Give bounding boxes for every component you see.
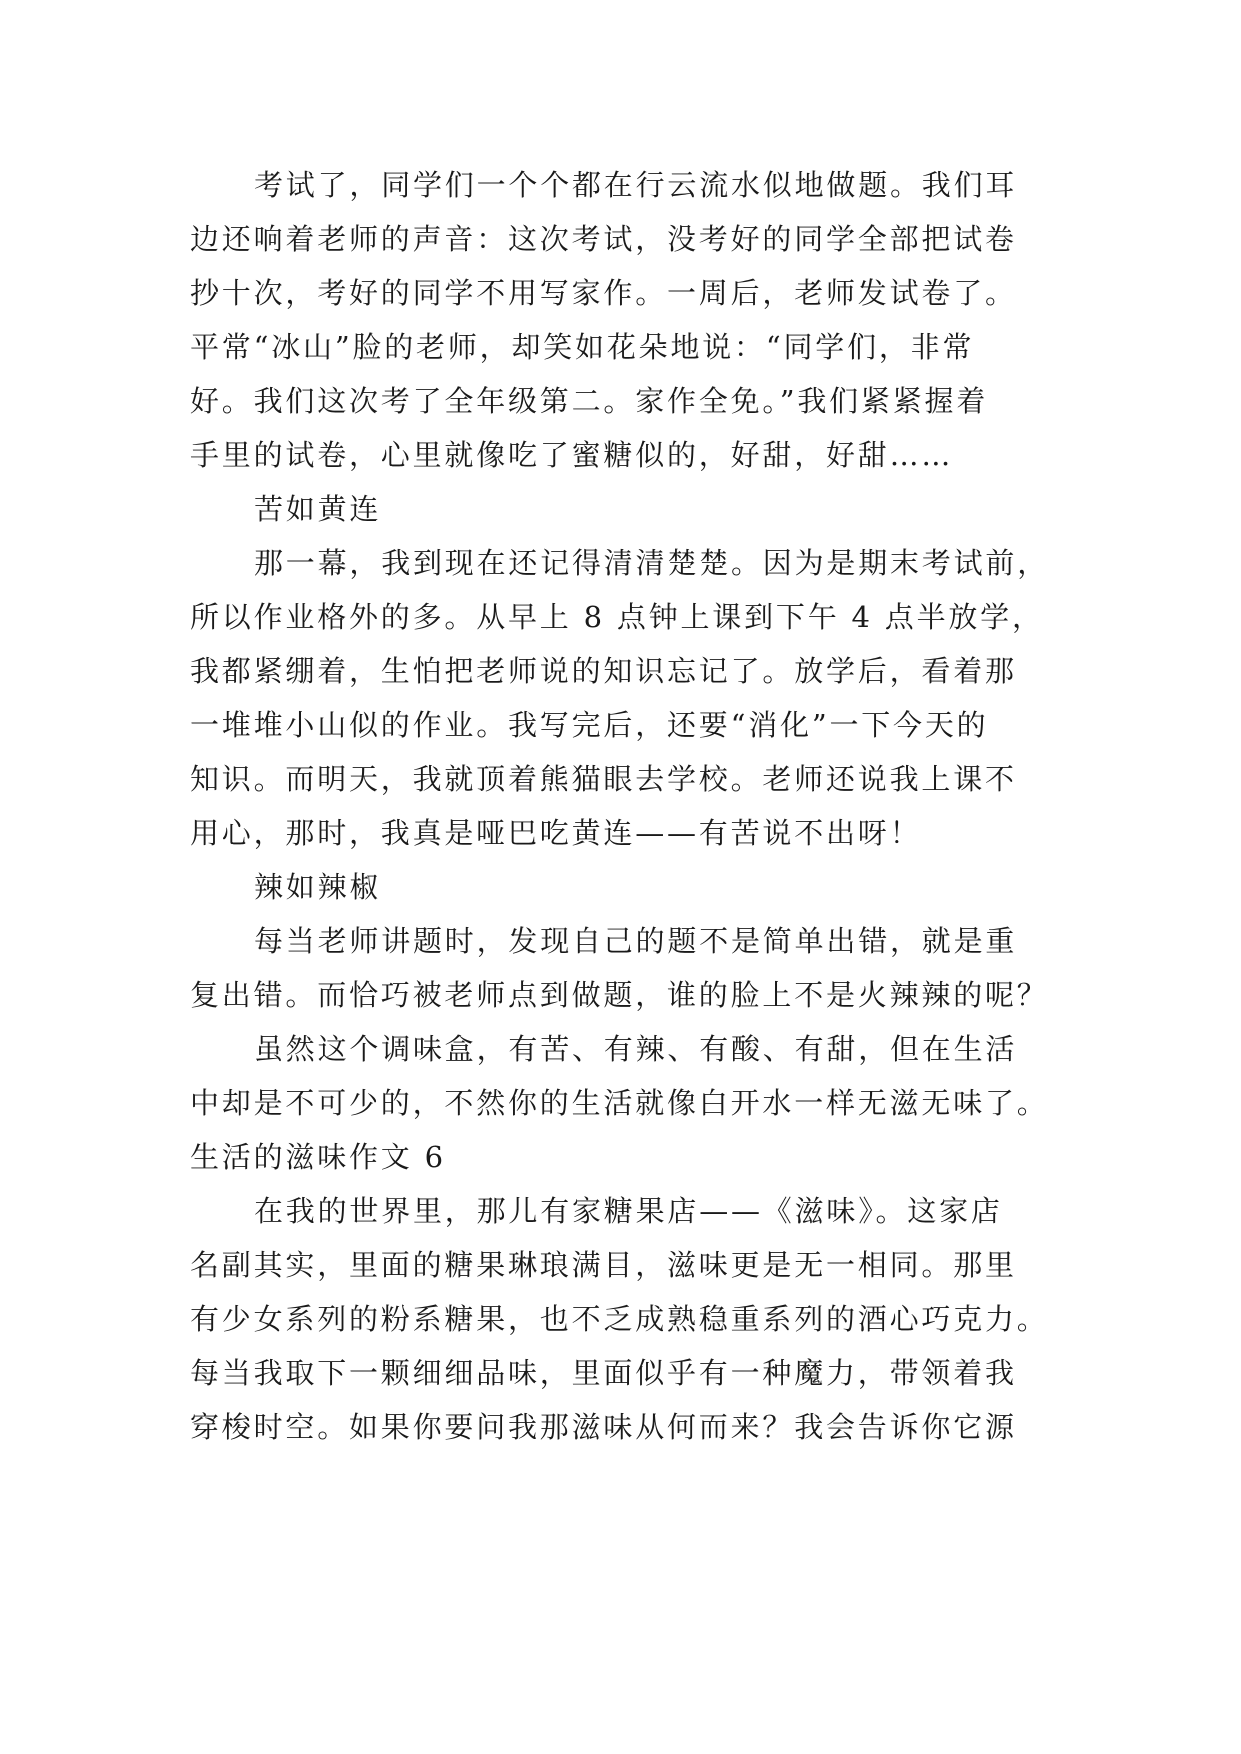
paragraph-line: 用心，那时，我真是哑巴吃黄连——有苦说不出呀！ [190, 816, 922, 850]
paragraph-line: 边还响着老师的声音：这次考试，没考好的同学全部把试卷 [190, 222, 1017, 256]
paragraph-line: 我都紧绷着，生怕把老师说的知识忘记了。放学后，看着那 [190, 654, 1017, 688]
paragraph-line: 有少女系列的粉系糖果，也不乏成熟稳重系列的酒心巧克力。 [190, 1302, 1049, 1336]
paragraph-line: 在我的世界里，那儿有家糖果店——《滋味》。这家店 [254, 1194, 1003, 1228]
paragraph-line: 虽然这个调味盒，有苦、有辣、有酸、有甜，但在生活 [254, 1032, 1018, 1066]
paragraph-line: 手里的试卷，心里就像吃了蜜糖似的，好甜，好甜…… [190, 438, 954, 472]
paragraph-line: 知识。而明天，我就顶着熊猫眼去学校。老师还说我上课不 [190, 762, 1017, 796]
paragraph-line: 一堆堆小山似的作业。我写完后，还要“消化”一下今天的 [190, 708, 989, 742]
paragraph-line: 考试了，同学们一个个都在行云流水似地做题。我们耳 [254, 168, 1018, 202]
paragraph-line: 那一幕，我到现在还记得清清楚楚。因为是期末考试前， [254, 546, 1050, 580]
paragraph-line: 每当我取下一颗细细品味，里面似乎有一种魔力，带领着我 [190, 1356, 1017, 1390]
essay-title: 生活的滋味作文 6 [190, 1140, 446, 1174]
section-heading: 苦如黄连 [254, 492, 382, 526]
paragraph-line: 好。我们这次考了全年级第二。家作全免。”我们紧紧握着 [190, 384, 989, 418]
paragraph-line: 穿梭时空。如果你要问我那滋味从何而来？我会告诉你它源 [190, 1410, 1017, 1444]
paragraph-line: 中却是不可少的，不然你的生活就像白开水一样无滋无味了。 [190, 1086, 1049, 1120]
paragraph-line: 复出错。而恰巧被老师点到做题，谁的脸上不是火辣辣的呢？ [190, 978, 1049, 1012]
paragraph-line: 平常“冰山”脸的老师，却笑如花朵地说：“同学们，非常 [190, 330, 975, 364]
paragraph-line: 所以作业格外的多。从早上 8 点钟上课到下午 4 点半放学， [190, 600, 1044, 634]
paragraph-line: 名副其实，里面的糖果琳琅满目，滋味更是无一相同。那里 [190, 1248, 1017, 1282]
paragraph-line: 每当老师讲题时，发现自己的题不是简单出错，就是重 [254, 924, 1018, 958]
paragraph-line: 抄十次，考好的同学不用写家作。一周后，老师发试卷了。 [190, 276, 1017, 310]
section-heading: 辣如辣椒 [254, 870, 382, 904]
